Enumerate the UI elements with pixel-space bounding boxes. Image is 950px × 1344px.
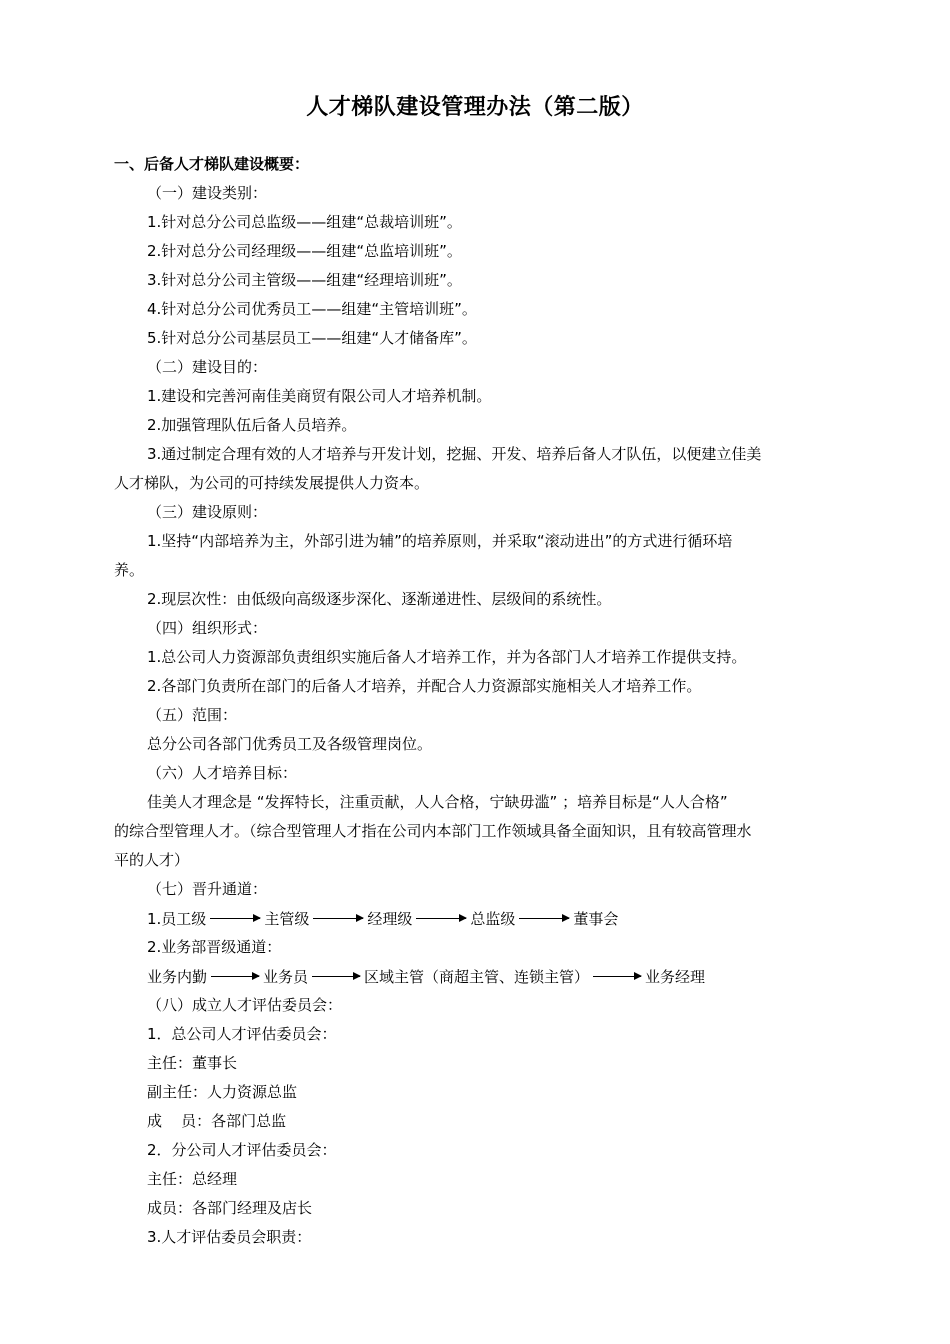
list-item: 副主任：人力资源总监 — [147, 1083, 298, 1101]
paragraph-line: 的综合型管理人才。（综合型管理人才指在公司内本部门工作领域具备全面知识，且有较高管理水 — [114, 822, 752, 840]
list-item: 主任：总经理 — [147, 1170, 238, 1188]
list-item: 2.各部门负责所在部门的后备人才培养，并配合人力资源部实施相关人才培养工作。 — [147, 677, 702, 695]
list-item: 1.建设和完善河南佳美商贸有限公司人才培养机制。 — [147, 387, 492, 405]
arrow-right-icon — [593, 976, 641, 977]
path-step: 1.员工级 — [147, 910, 207, 928]
path-step: 业务内勤 — [147, 968, 208, 986]
path-step: 主管级 — [264, 910, 310, 928]
list-item: 2.加强管理队伍后备人员培养。 — [147, 416, 357, 434]
list-item: 成员：各部门经理及店长 — [147, 1199, 313, 1217]
list-item: 5.针对总分公司基层员工——组建“人才储备库”。 — [147, 329, 477, 347]
list-item: 1．总公司人才评估委员会： — [147, 1025, 337, 1043]
paragraph-line: 总分公司各部门优秀员工及各级管理岗位。 — [147, 735, 433, 753]
document-title: 人才梯队建设管理办法（第二版） — [306, 95, 644, 120]
list-item: 2.针对总分公司经理级——组建“总监培训班”。 — [147, 242, 462, 260]
promotion-path-general — [114, 904, 838, 933]
list-item: 主任：董事长 — [147, 1054, 238, 1072]
paragraph-line: 1.坚持“内部培养为主，外部引进为辅”的培养原则，并采取“滚动进出”的方式进行循环培 — [147, 532, 733, 550]
subsection-heading: （五）范围： — [147, 706, 238, 724]
list-item: 3.人才评估委员会职责： — [147, 1228, 312, 1246]
arrow-right-icon — [211, 976, 259, 977]
path-step: 业务员 — [263, 968, 309, 986]
path-step: 区域主管（商超主管、连锁主管） — [364, 968, 590, 986]
paragraph-line: 养。 — [114, 561, 145, 579]
path-step: 董事会 — [573, 910, 619, 928]
document-body — [114, 150, 838, 1252]
list-item: 成 员：各部门总监 — [147, 1112, 287, 1130]
list-item: 2.业务部晋级通道： — [147, 938, 282, 956]
paragraph-line: 人才梯队，为公司的可持续发展提供人力资本。 — [114, 474, 430, 492]
section-heading: 一、后备人才梯队建设概要： — [114, 155, 310, 173]
subsection-heading: （二）建设目的： — [147, 358, 268, 376]
list-item: 2.现层次性：由低级向高级逐步深化、逐渐递进性、层级间的系统性。 — [147, 590, 612, 608]
subsection-heading: （三）建设原则： — [147, 503, 268, 521]
promotion-path-sales — [114, 962, 838, 991]
subsection-heading: （八）成立人才评估委员会： — [147, 996, 343, 1014]
arrow-right-icon — [210, 918, 260, 919]
path-step: 经理级 — [367, 910, 413, 928]
list-item: 1.总公司人力资源部负责组织实施后备人才培养工作，并为各部门人才培养工作提供支持。 — [147, 648, 747, 666]
list-item: 4.针对总分公司优秀员工——组建“主管培训班”。 — [147, 300, 477, 318]
path-step: 总监级 — [470, 910, 516, 928]
subsection-heading: （一）建设类别： — [147, 184, 268, 202]
arrow-right-icon — [313, 918, 363, 919]
subsection-heading: （六）人才培养目标： — [147, 764, 298, 782]
subsection-heading: （七）晋升通道： — [147, 880, 268, 898]
paragraph-line: 3.通过制定合理有效的人才培养与开发计划，挖掘、开发、培养后备人才队伍，以便建立佳美 — [147, 445, 762, 463]
paragraph-line: 佳美人才理念是 “发挥特长，注重贡献，人人合格，宁缺毋滥” ；培养目标是“人人合格” — [147, 793, 728, 811]
list-item: 2．分公司人才评估委员会： — [147, 1141, 337, 1159]
arrow-right-icon — [312, 976, 360, 977]
paragraph-line: 平的人才） — [114, 851, 190, 869]
path-step: 业务经理 — [645, 968, 706, 986]
arrow-right-icon — [416, 918, 466, 919]
list-item: 3.针对总分公司主管级——组建“经理培训班”。 — [147, 271, 462, 289]
subsection-heading: （四）组织形式： — [147, 619, 268, 637]
list-item: 1.针对总分公司总监级——组建“总裁培训班”。 — [147, 213, 462, 231]
arrow-right-icon — [519, 918, 569, 919]
